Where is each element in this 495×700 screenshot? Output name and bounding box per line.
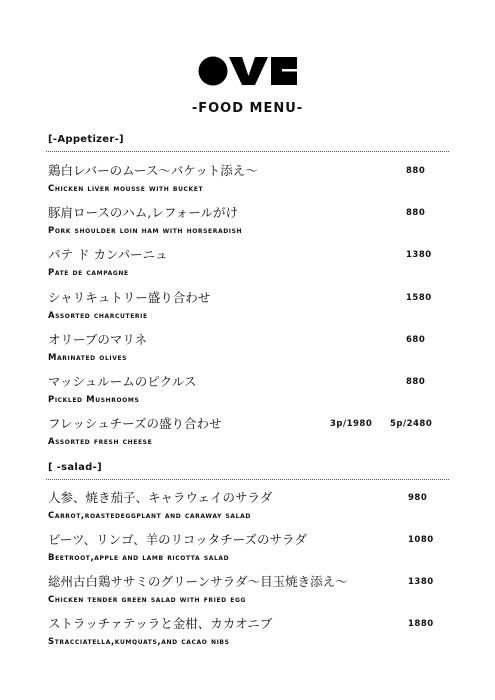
menu-item-carrot-salad [48, 488, 448, 528]
item-name-en: Carrot,roastedeggplant and caraway salad [48, 511, 251, 521]
item-name-jp: 人参、焼き茄子、キャラウェイのサラダ [48, 490, 273, 505]
menu-title: -FOOD MENU- [191, 101, 304, 116]
item-name-jp: マッシュルームのピクルス [48, 374, 197, 389]
item-name-en: Chicken liver mousse with bucket [48, 184, 204, 194]
item-price: 1880 [408, 619, 434, 629]
item-price: 1580 [406, 293, 432, 303]
item-name-jp: ストラッチァテッラと金柑、カカオニブ [48, 616, 273, 631]
item-price: 880 [406, 208, 426, 218]
item-name-en: Beetroot,apple and lamb ricotta salad [48, 553, 230, 563]
item-name-jp: パテ ド カンパーニュ [48, 247, 168, 262]
menu-item-marinated-olives [48, 330, 448, 370]
item-price-5p: 5p/2480 [390, 419, 433, 429]
item-name-jp: 鶏白レバーのムース〜バケット添え〜 [48, 163, 258, 178]
item-price: 880 [406, 166, 426, 176]
menu-item-pork-shoulder-ham [48, 203, 448, 243]
item-price-3p: 3p/1980 [330, 419, 373, 429]
item-name-en: Stracciatella,kumquats,and cacao nibs [48, 637, 230, 647]
item-name-en: Marinated olives [48, 353, 128, 363]
item-name-jp: ビーツ、リンゴ、羊のリコッタチーズのサラダ [48, 532, 307, 547]
section-divider [46, 151, 449, 152]
menu-item-pate-de-campagne [48, 245, 448, 285]
item-price: 980 [408, 493, 428, 503]
item-price: 880 [406, 377, 426, 387]
item-name-en: Pate de campagne [48, 268, 129, 278]
menu-item-chicken-liver-mousse [48, 161, 448, 201]
item-price: 680 [406, 335, 426, 345]
ove-logo [198, 56, 298, 86]
menu-item-assorted-fresh-cheese [48, 414, 448, 454]
item-name-jp: フレッシュチーズの盛り合わせ [48, 416, 222, 431]
section-heading-appetizer: [-Appetizer-] [48, 134, 124, 145]
section-divider [46, 479, 449, 480]
item-price: 1380 [408, 577, 434, 587]
item-name-en: Chicken tender green salad with fried egg [48, 595, 247, 605]
item-name-en: Assorted fresh cheese [48, 437, 153, 447]
item-price: 1080 [408, 535, 434, 545]
item-name-jp: 豚肩ロースのハム,レフォールがけ [48, 205, 238, 220]
item-name-en: Pickled Mushrooms [48, 395, 140, 405]
item-name-jp: オリーブのマリネ [48, 332, 148, 347]
menu-item-assorted-charcuterie [48, 288, 448, 328]
item-price: 1380 [406, 250, 432, 260]
item-name-jp: シャリキュトリー盛り合わせ [48, 290, 211, 305]
item-name-en: Pork shoulder loin ham with horseradish [48, 226, 243, 236]
section-heading-salad: [ -salad-] [48, 462, 102, 473]
menu-item-pickled-mushrooms [48, 372, 448, 412]
menu-item-beetroot-salad [48, 530, 448, 570]
item-name-en: Assorted charcuterie [48, 311, 148, 321]
menu-item-chicken-green-salad [48, 572, 448, 612]
menu-item-stracciatella [48, 614, 448, 654]
item-name-jp: 総州古白鶏ササミのグリーンサラダ〜目玉焼き添え〜 [48, 574, 348, 589]
